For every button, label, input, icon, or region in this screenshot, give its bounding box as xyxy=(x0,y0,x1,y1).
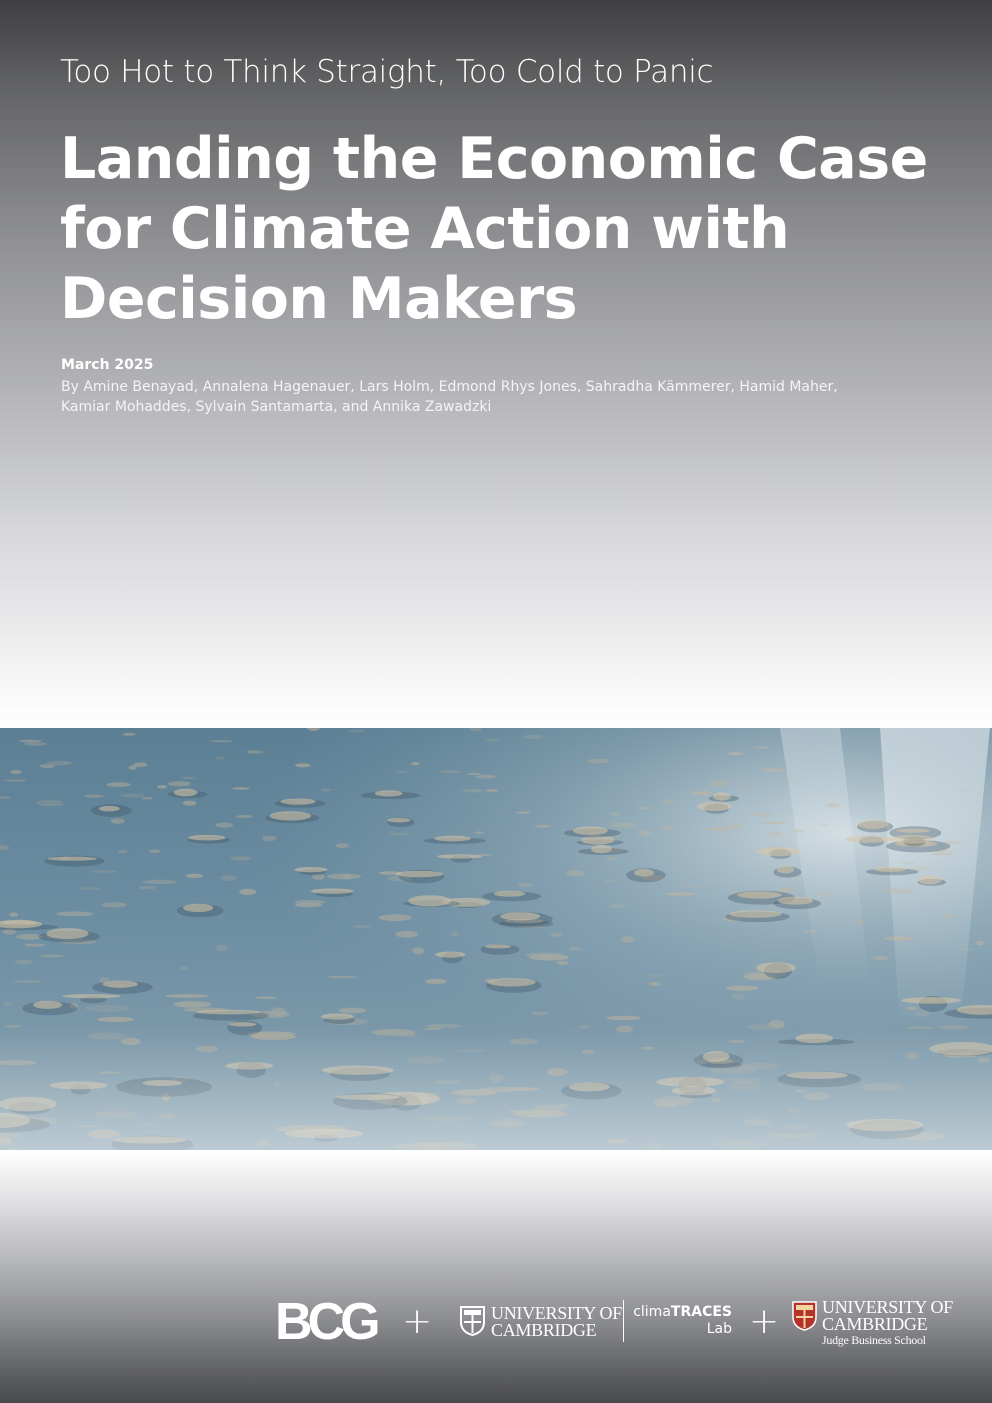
author-line: By Amine Benayad, Annalena Hagenauer, Lars Holm, Edmond Rhys Jones, Sahradha Kämmerer, Hamid Maher, xyxy=(61,379,838,395)
judge-line1: UNIVERSITY OF xyxy=(822,1297,953,1317)
plus-icon: + xyxy=(402,1301,433,1342)
cambridge-line2: CAMBRIDGE xyxy=(491,1320,597,1340)
title-line: for Climate Action with xyxy=(60,196,790,262)
author-line: Kamiar Mohaddes, Sylvain Santamarta, and Annika Zawadzki xyxy=(61,399,492,415)
judge-line2: CAMBRIDGE xyxy=(822,1314,928,1334)
title-line: Decision Makers xyxy=(60,266,578,332)
judge-line3: Judge Business School xyxy=(822,1333,926,1347)
report-title xyxy=(60,124,960,334)
logo-divider xyxy=(623,1300,624,1342)
clima-lab: Lab xyxy=(706,1321,732,1337)
report-subtitle: Too Hot to Think Straight, Too Cold to Panic xyxy=(60,54,714,90)
hero-image-clouds xyxy=(0,728,992,1150)
judge-logo-text xyxy=(822,1299,953,1347)
climatraces-lab-logo xyxy=(631,1304,732,1338)
cambridge-line1: UNIVERSITY OF xyxy=(491,1303,622,1323)
clima-prefix: clima xyxy=(633,1304,671,1320)
judge-crest-icon xyxy=(792,1301,817,1331)
title-line: Landing the Economic Case xyxy=(60,126,928,192)
partner-logos xyxy=(0,1290,992,1360)
bcg-logo: BCG xyxy=(275,1293,376,1351)
author-list xyxy=(61,377,941,417)
cover-background-bottom xyxy=(0,1150,992,1403)
cambridge-logo-text xyxy=(491,1305,622,1339)
cambridge-crest-icon xyxy=(460,1306,485,1336)
publication-date: March 2025 xyxy=(61,357,154,373)
plus-icon: + xyxy=(749,1301,780,1342)
clima-bold: TRACES xyxy=(670,1304,732,1320)
